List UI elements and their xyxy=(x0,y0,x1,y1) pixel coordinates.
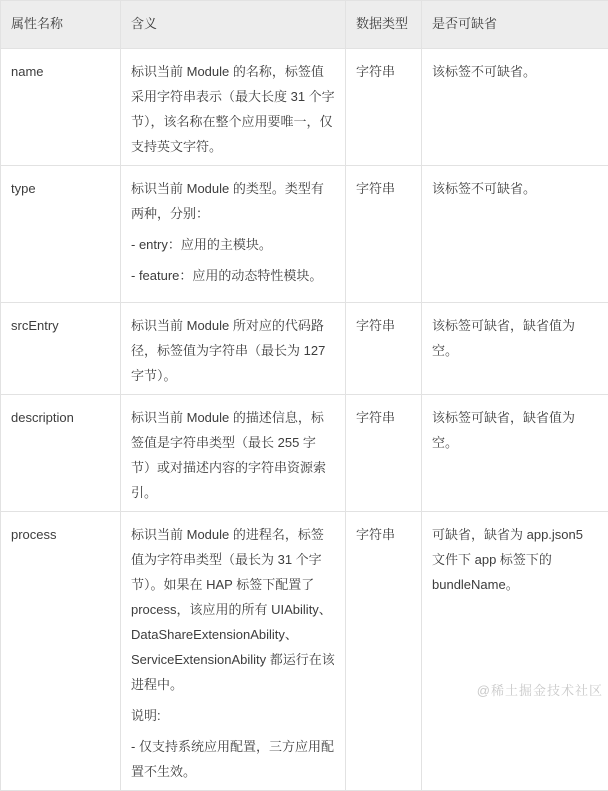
table-header xyxy=(1,1,608,49)
column-header-meaning: 含义 xyxy=(121,1,346,49)
column-header-attribute-name: 属性名称 xyxy=(1,1,121,49)
data-type-cell: 字符串 xyxy=(346,49,422,166)
meaning-paragraph: - feature：应用的动态特性模块。 xyxy=(131,263,335,288)
meaning-paragraph: 标识当前 Module 所对应的代码路径，标签值为字符串（最长为 127 字节）。 xyxy=(131,313,335,388)
optional-cell xyxy=(422,166,608,303)
meaning-paragraph: 说明: xyxy=(131,703,335,728)
data-type-cell: 字符串 xyxy=(346,303,422,395)
attribute-name-cell: name xyxy=(1,49,121,166)
data-type-cell: 字符串 xyxy=(346,512,422,791)
optional-cell xyxy=(422,512,608,791)
data-type-cell: 字符串 xyxy=(346,166,422,303)
meaning-cell xyxy=(121,166,346,303)
attribute-name-cell: process xyxy=(1,512,121,791)
data-type-cell: 字符串 xyxy=(346,395,422,512)
column-header-optional: 是否可缺省 xyxy=(422,1,608,49)
attribute-name-cell: description xyxy=(1,395,121,512)
optional-cell xyxy=(422,303,608,395)
meaning-cell xyxy=(121,395,346,512)
meaning-paragraph: 标识当前 Module 的进程名，标签值为字符串类型（最长为 31 个字节）。如果在 HAP 标签下配置了 process，该应用的所有 UIAbility、DataShareExtensionAbility、ServiceExtensionAbility 都运行在该进程中。 xyxy=(131,522,335,697)
optional-text: 该标签不可缺省。 xyxy=(432,176,598,201)
meaning-paragraph: - 仅支持系统应用配置，三方应用配置不生效。 xyxy=(131,734,335,784)
meaning-paragraph: 标识当前 Module 的描述信息，标签值是字符串类型（最长 255 字节）或对描述内容的字符串资源索引。 xyxy=(131,405,335,505)
optional-cell xyxy=(422,395,608,512)
table-row xyxy=(1,395,608,512)
meaning-paragraph: 标识当前 Module 的类型。类型有两种，分别： xyxy=(131,176,335,226)
optional-text: 该标签可缺省，缺省值为空。 xyxy=(432,313,598,363)
meaning-cell xyxy=(121,512,346,791)
meaning-paragraph: - entry：应用的主模块。 xyxy=(131,232,335,257)
optional-text: 该标签可缺省，缺省值为空。 xyxy=(432,405,598,455)
meaning-cell xyxy=(121,49,346,166)
meaning-cell xyxy=(121,303,346,395)
meaning-paragraph: 标识当前 Module 的名称，标签值采用字符串表示（最大长度 31 个字节），该名称在整个应用要唯一，仅支持英文字符。 xyxy=(131,59,335,159)
column-header-data-type: 数据类型 xyxy=(346,1,422,49)
attribute-name-cell: type xyxy=(1,166,121,303)
header-row xyxy=(1,1,608,49)
attribute-name-cell: srcEntry xyxy=(1,303,121,395)
optional-text: 该标签不可缺省。 xyxy=(432,59,598,84)
table-row xyxy=(1,166,608,303)
optional-cell xyxy=(422,49,608,166)
table-row xyxy=(1,512,608,791)
watermark: @稀土掘金技术社区 xyxy=(477,680,603,699)
optional-text: 可缺省，缺省为 app.json5 文件下 app 标签下的 bundleName。 xyxy=(432,522,598,597)
table-row xyxy=(1,303,608,395)
table-row xyxy=(1,49,608,166)
